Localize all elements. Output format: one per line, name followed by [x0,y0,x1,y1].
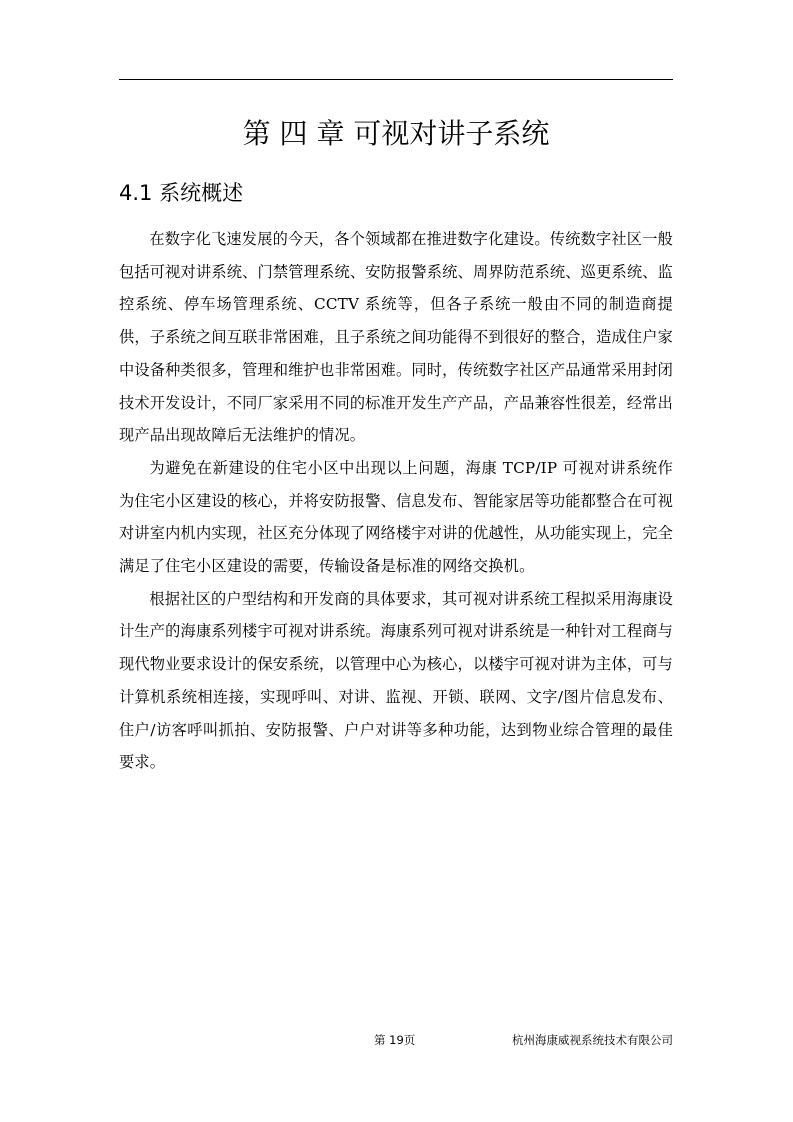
paragraph: 根据社区的户型结构和开发商的具体要求，其可视对讲系统工程拟采用海康设计生产的海康系列楼宇可视对讲系统。海康系列可视对讲系统是一种针对工程商与现代物业要求设计的保安系统，以管理中心为核心，以楼宇可视对讲为主体，可与计算机系统相连接，实现呼叫、对讲、监视、开锁、联网、文字/图片信息发布、住户/访客呼叫抓拍、安防报警、户户对讲等多种功能，达到物业综合管理的最佳要求。 [119,589,673,772]
header-rule [119,79,673,80]
paragraph: 为避免在新建设的住宅小区中出现以上问题，海康 TCP/IP 可视对讲系统作为住宅小区建设的核心，并将安防报警、信息发布、智能家居等功能都整合在可视对讲室内机内实现，社区充分体现了网络楼宇对讲的优越性，从功能实现上，完全满足了住宅小区建设的需要，传输设备是标准的网络交换机。 [119,458,673,576]
body-text [119,223,673,779]
page-footer [119,1030,673,1050]
company-name: 杭州海康威视系统技术有限公司 [512,1033,673,1047]
chapter-title: 第 四 章 可视对讲子系统 [242,117,550,150]
page-number: 第 19页 [374,1033,416,1047]
paragraph: 在数字化飞速发展的今天，各个领域都在推进数字化建设。传统数字社区一般包括可视对讲系统、门禁管理系统、安防报警系统、周界防范系统、巡更系统、监控系统、停车场管理系统、CCTV 系统等，但各子系统一般由不同的制造商提供，子系统之间互联非常困难，且子系统之间功能得不到很好的整合，造成住户家中设备种类很多，管理和维护也非常困难。同时，传统数字社区产品通常采用封闭技术开发设计，不同厂家采用不同的标准开发生产产品，产品兼容性很差，经常出现产品出现故障后无法维护的情况。 [119,230,673,445]
section-heading: 4.1 系统概述 [119,181,244,205]
